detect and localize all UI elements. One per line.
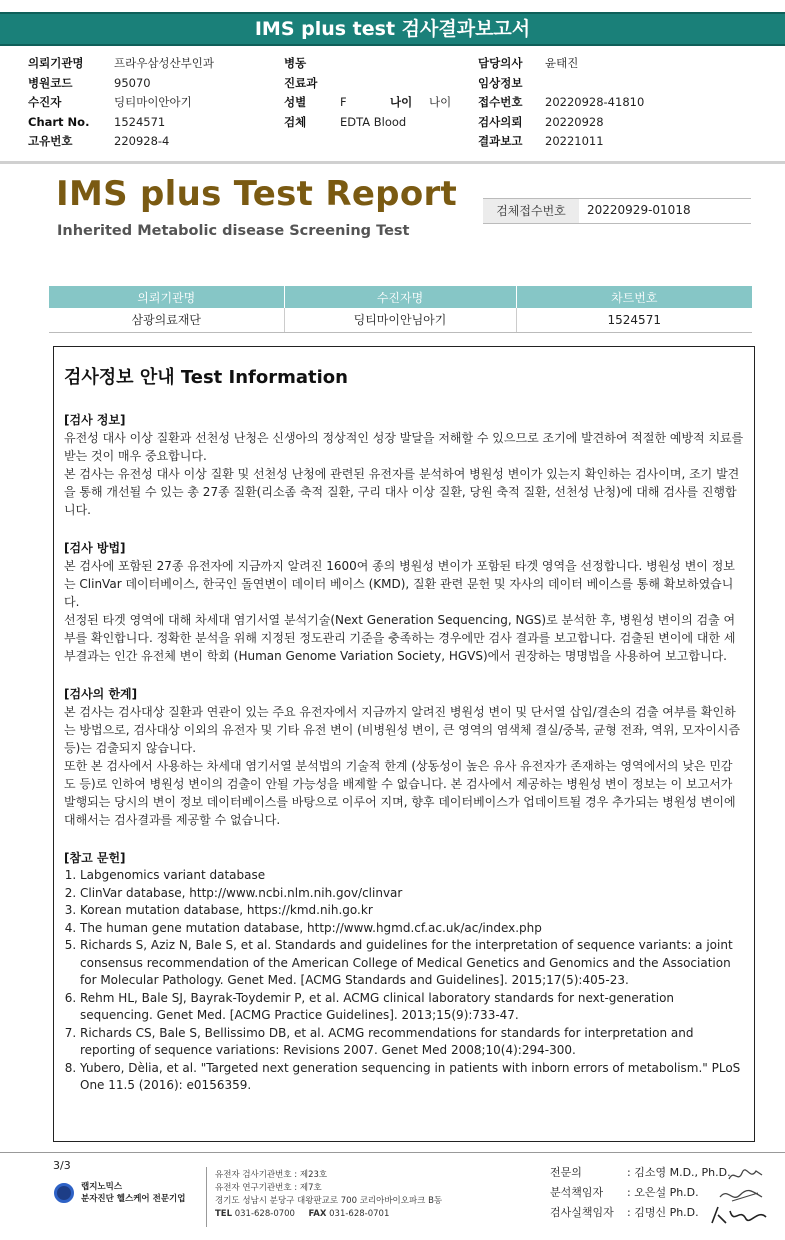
footer-divider <box>206 1167 207 1227</box>
label-sex: 성별 <box>284 95 307 109</box>
section-title: [검사 정보] <box>64 413 126 427</box>
signer-role: 분석책임자 <box>550 1186 604 1199</box>
reference-list <box>80 867 744 1095</box>
section-test-limits <box>64 685 744 829</box>
list-item: 8. Yubero, Dèlia, et al. "Targeted next generation sequencing in patients with inborn errors of metabolism." PLoS One 11.5 (2016): e0156359. <box>80 1060 744 1095</box>
patient-header <box>0 54 785 158</box>
section-test-info <box>64 411 744 519</box>
value-report-date: 20221011 <box>545 134 604 148</box>
signer-role: 전문의 <box>550 1166 582 1179</box>
value-unique-no: 220928-4 <box>114 134 170 148</box>
header-col-1 <box>28 54 268 152</box>
value-request-date: 20220928 <box>545 114 604 129</box>
page-footer <box>0 1152 785 1240</box>
value-chart-no: 1524571 <box>114 114 166 129</box>
label-hospital: 의뢰기관명 <box>28 56 84 70</box>
section-paragraph: 본 검사에 포함된 27종 유전자에 지금까지 알려진 1600여 종의 병원성 변이가 포함된 타겟 영역을 선정합니다. 병원성 변이 정보는 ClinVar 데이터베이스, 한국인 돌연변이 데이터 베이스 (KMD), 질환 관련 문헌 및 자사의 데이터 베이스를 통해 확보하였습니다. <box>64 559 735 609</box>
th-hospital: 의뢰기관명 <box>49 286 284 308</box>
label-age: 나이 <box>390 95 413 109</box>
inst-line: 경기도 성남시 분당구 대왕판교로 700 코리아바이오파크 B동 <box>215 1196 443 1206</box>
fax-value: 031-628-0701 <box>329 1209 390 1219</box>
list-item: 3. Korean mutation database, https://kmd.nih.go.kr <box>80 902 744 920</box>
label-chart-no: Chart No. <box>28 114 90 129</box>
header-divider <box>0 161 785 164</box>
company-name-line1: 랩지노믹스 <box>81 1182 123 1192</box>
label-request-date: 검사의뢰 <box>478 114 523 129</box>
label-doctor: 담당의사 <box>478 56 523 70</box>
tel-label: TEL <box>215 1209 233 1219</box>
list-item: 7. Richards CS, Bale S, Bellissimo DB, et al. ACMG recommendations for standards for interpretation and reporting of sequence variations: Revisions 2007. Genet Med 2008;10(4):294-300. <box>80 1025 744 1060</box>
table-header-row <box>49 286 752 308</box>
value-patient: 딩티마이안아기 <box>114 95 192 109</box>
section-test-method <box>64 539 744 665</box>
th-chart: 차트번호 <box>516 286 752 308</box>
label-clinical-info: 임상정보 <box>478 75 523 90</box>
report-title: IMS plus Test Report <box>56 174 458 214</box>
list-item: 6. Rehm HL, Bale SJ, Bayrak-Toydemir P, et al. ACMG clinical laboratory standards for next-generation sequencing. Genet Med. [ACMG Practice Guidelines]. 2013;15(9):733-47. <box>80 990 744 1025</box>
institution-info <box>215 1169 442 1221</box>
company-name <box>81 1181 185 1205</box>
fax-label: FAX <box>308 1209 327 1219</box>
list-item: 5. Richards S, Aziz N, Bale S, et al. Standards and guidelines for the interpretation of sequence variants: a joint consensus recommendation of the American College of Medical Genetics and Genomics and the Association for Molecular Pathology. Genet Med. [ACMG Standards and Guidelines]. 2015;17(5):405-23. <box>80 937 744 990</box>
section-paragraph: 선정된 타겟 영역에 대해 차세대 염기서열 분석기술(Next Generation Sequencing, NGS)로 분석한 후, 병원성 변이의 검출 여부를 확인합니다. 정확한 분석을 위해 지정된 정도관리 기준을 충족하는 경우에만 검사 결과를 보고합니다. 검출된 변이에 대한 세부결과는 인간 유전체 변이 학회 (Human Genome Variation Society, HGVS)에서 권장하는 명명법을 사용하여 보고합니다. <box>64 613 736 663</box>
signer-role: 검사실책임자 <box>550 1206 614 1219</box>
section-paragraph: 유전성 대사 이상 질환과 선천성 난청은 신생아의 정상적인 성장 발달을 저해할 수 있으므로 조기에 발견하여 적절한 예방적 치료를 받는 것이 매우 중요합니다. <box>64 431 744 463</box>
label-hospital-code: 병원코드 <box>28 75 73 90</box>
header-col-2 <box>284 54 474 132</box>
value-age: 나이 <box>429 95 452 109</box>
table-row <box>49 308 752 332</box>
test-information-box <box>53 346 755 1142</box>
label-department: 진료과 <box>284 75 318 90</box>
label-ward: 병동 <box>284 56 307 70</box>
inst-line: 유전자 연구기관번호 : 제7호 <box>215 1183 322 1193</box>
report-subtitle: Inherited Metabolic disease Screening Test <box>57 223 410 239</box>
inst-line: 유전자 검사기관번호 : 제23호 <box>215 1170 328 1180</box>
section-title: [참고 문헌] <box>64 851 126 865</box>
value-specimen: EDTA Blood <box>340 114 407 129</box>
signer-name: : 김소영 M.D., Ph.D. <box>627 1166 731 1179</box>
value-sex: F <box>340 95 347 109</box>
page-number: 3/3 <box>53 1159 71 1172</box>
section-paragraph: 본 검사는 검사대상 질환과 연관이 있는 주요 유전자에서 지금까지 알려진 병원성 변이 및 단서열 삽입/결손의 검출 여부를 확인하는 방법으로, 검사대상 이외의 유전자 및 기타 유전 변이 (비병원성 변이, 큰 영역의 염색체 결실/중복, 균형 전좌, 역위, 모자이시즘 등)는 검출되지 않습니다. <box>64 705 741 755</box>
report-banner: IMS plus test 검사결과보고서 <box>0 12 785 46</box>
signature-image <box>726 1165 766 1185</box>
section-paragraph: 또한 본 검사에서 사용하는 차세대 염기서열 분석법의 기술적 한계 (상동성이 높은 유사 유전자가 존재하는 영역에서의 낮은 민감도 등)로 인하여 병원성 변이의 검출이 안될 가능성을 배제할 수 없습니다. 본 검사에서 제공하는 병원성 변이 정보는 이 보고서가 발행되는 당시의 변이 정보 데이터베이스를 바탕으로 이루어 지며, 향후 데이터베이스가 업데이트될 경우 추가되는 병원성 변이에 대해서는 검사결과를 제공할 수 없습니다. <box>64 759 736 827</box>
label-patient: 수진자 <box>28 95 62 109</box>
th-patient: 수진자명 <box>284 286 516 308</box>
label-receipt-no: 접수번호 <box>478 95 523 109</box>
tel-value: 031-628-0700 <box>234 1209 295 1219</box>
header-col-3 <box>478 54 738 152</box>
patient-info-table <box>49 286 752 333</box>
section-paragraph: 본 검사는 유전성 대사 이상 질환 및 선천성 난청에 관련된 유전자를 분석하여 병원성 변이가 있는지 확인하는 검사이며, 조기 발견을 통해 개선될 수 있는 총 27종 질환(리소좀 축적 질환, 구리 대사 이상 질환, 당원 축적 질환, 선천성 난청)에 대해 검사를 진행합니다. <box>64 467 740 517</box>
value-hospital-code: 95070 <box>114 75 151 90</box>
td-patient: 딩티마이안님아기 <box>284 308 516 332</box>
list-item: 4. The human gene mutation database, http://www.hgmd.cf.ac.uk/ac/index.php <box>80 920 744 938</box>
list-item: 2. ClinVar database, http://www.ncbi.nlm.nih.gov/clinvar <box>80 885 744 903</box>
label-specimen: 검체 <box>284 114 307 129</box>
label-report-date: 결과보고 <box>478 134 523 148</box>
specimen-receipt-box <box>483 198 751 224</box>
value-hospital: 프라우삼성산부인과 <box>114 56 214 70</box>
label-unique-no: 고유번호 <box>28 134 73 148</box>
test-info-heading: 검사정보 안내 Test Information <box>64 367 348 388</box>
section-references <box>64 849 744 1095</box>
specimen-receipt-value: 20220929-01018 <box>587 203 691 217</box>
td-chart: 1524571 <box>516 308 752 332</box>
section-title: [검사의 한계] <box>64 687 138 701</box>
contact-line <box>215 1208 442 1221</box>
td-hospital: 삼광의료재단 <box>49 308 284 332</box>
signer-name: : 오은설 Ph.D. <box>627 1186 699 1199</box>
signature-image <box>718 1185 766 1205</box>
value-receipt-no: 20220928-41810 <box>545 95 645 109</box>
company-name-line2: 분자진단 헬스케어 전문기업 <box>81 1194 186 1204</box>
section-title: [검사 방법] <box>64 541 126 555</box>
signer-name: : 김명신 Ph.D. <box>627 1206 699 1219</box>
list-item: 1. Labgenomics variant database <box>80 867 744 885</box>
value-doctor: 윤태진 <box>545 56 579 70</box>
signature-image <box>708 1203 770 1229</box>
specimen-receipt-label: 검체접수번호 <box>483 199 579 223</box>
company-logo-icon <box>54 1183 74 1203</box>
